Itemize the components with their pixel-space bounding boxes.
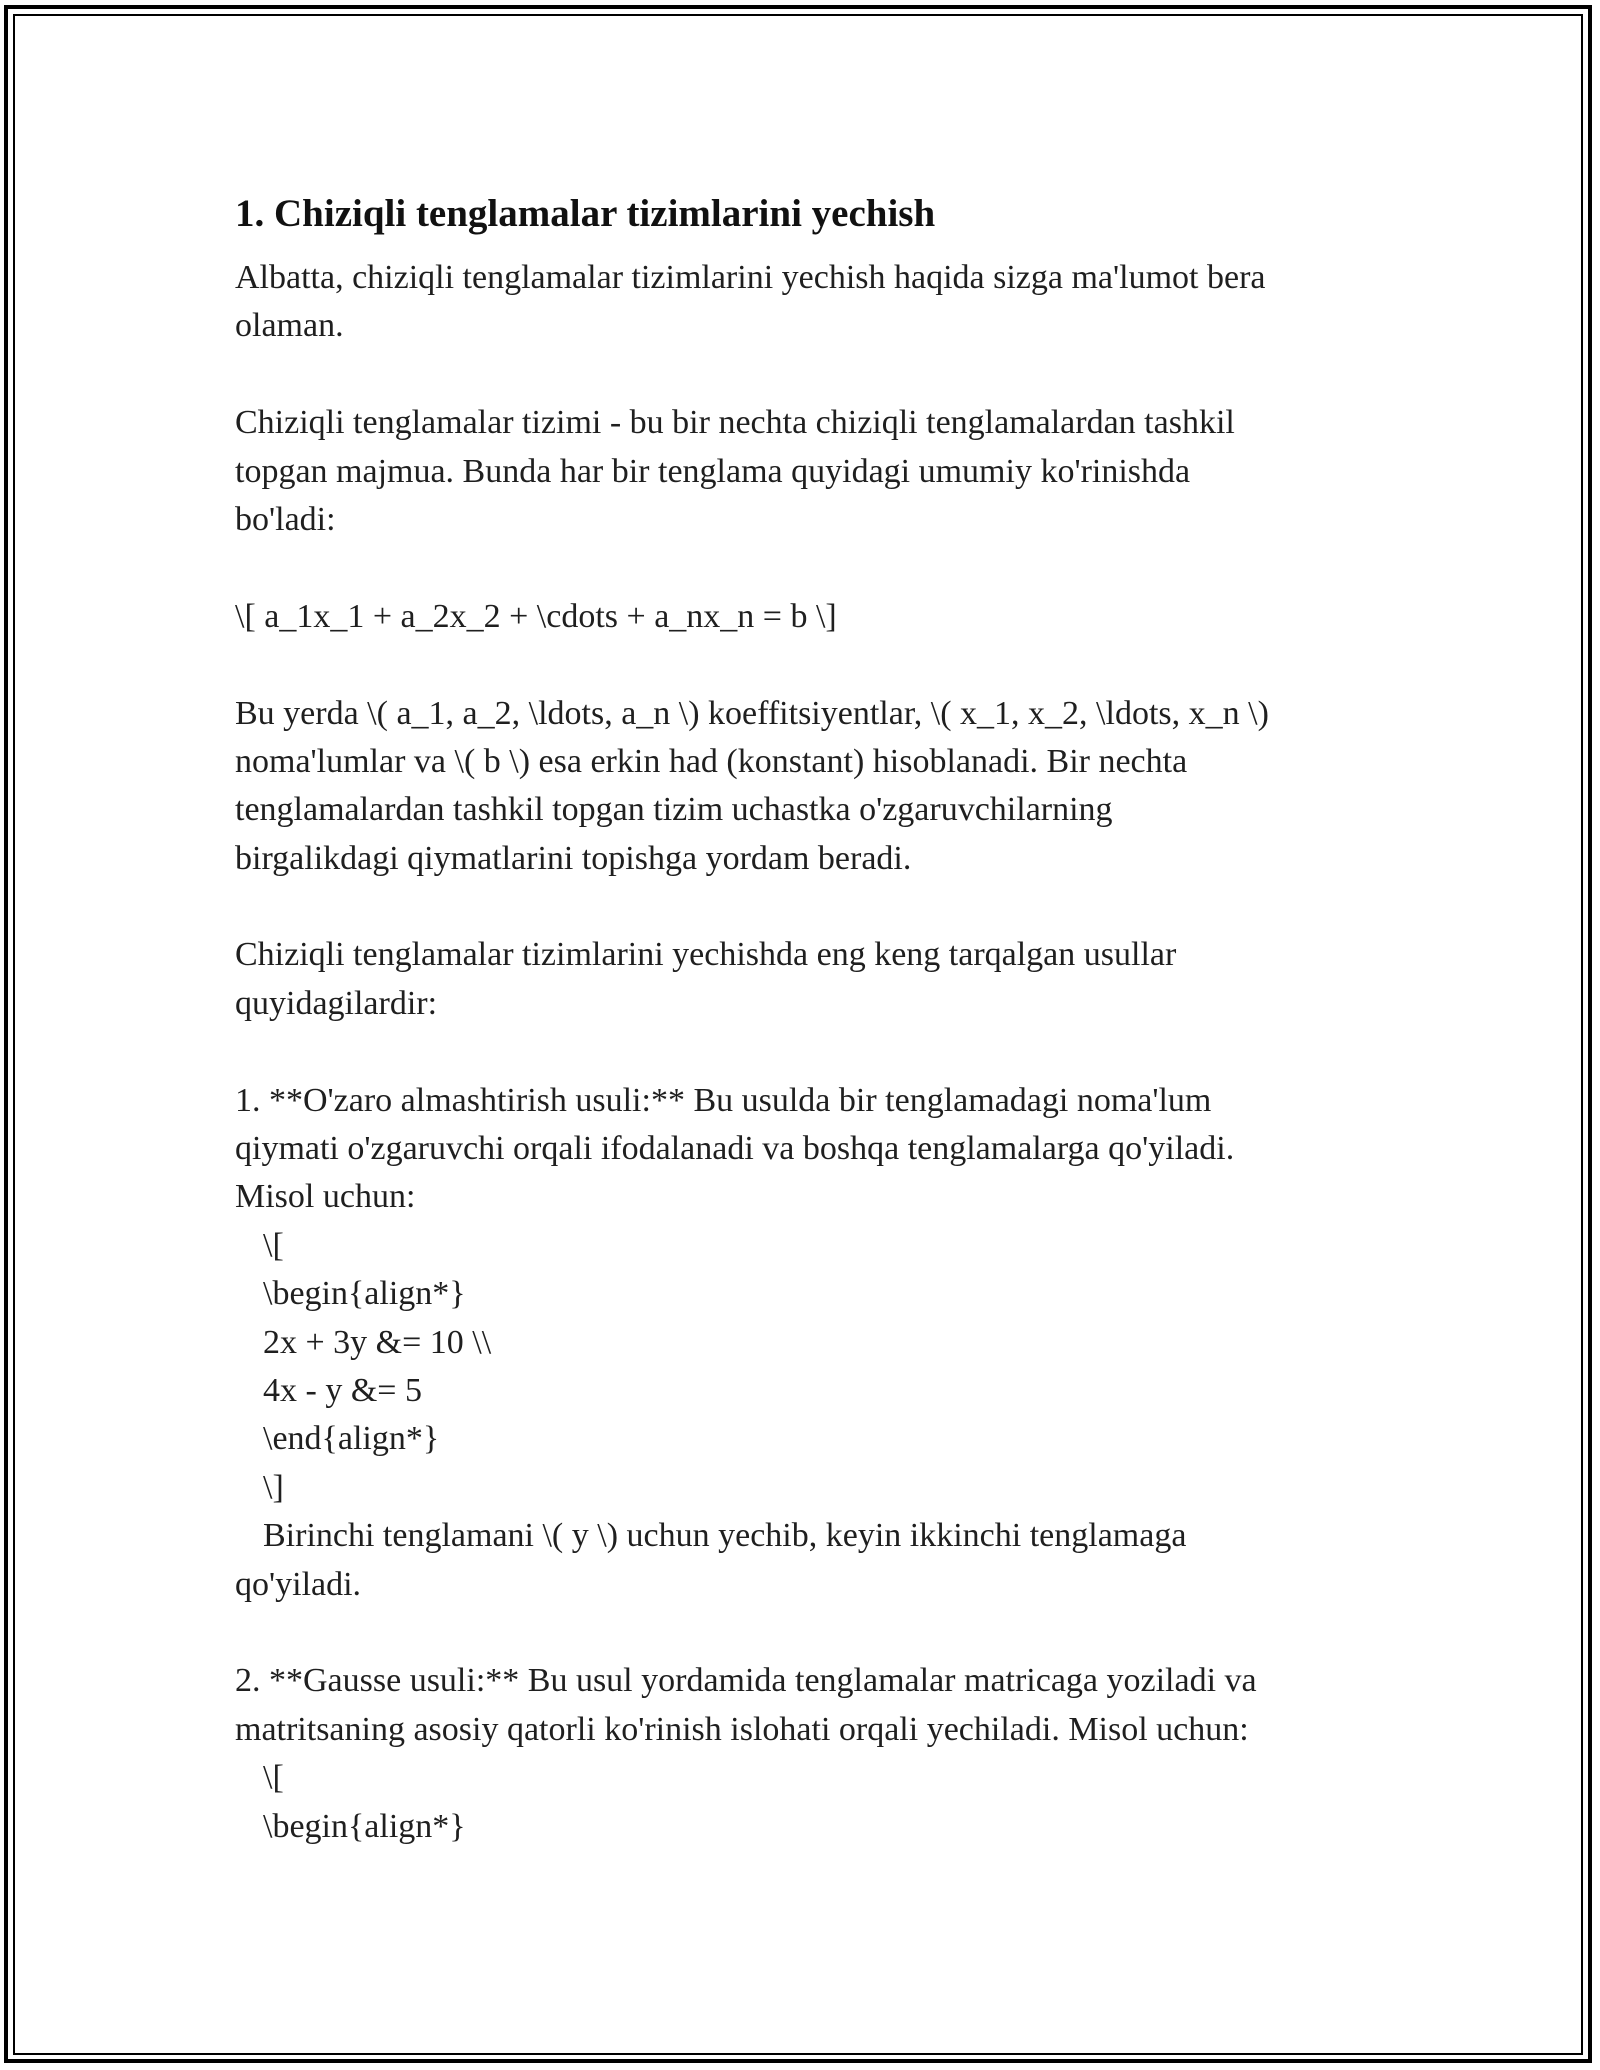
text-line: Bu yerda \( a_1, a_2, \ldots, a_n \) koeffitsiyentlar, \( x_1, x_2, \ldots, x_n \) <box>235 694 1269 732</box>
text-line: 2x + 3y &= 10 \\ <box>263 1323 492 1361</box>
text-lines <box>235 254 1365 1851</box>
text-line: tenglamalardan tashkil topgan tizim uchastka o'zgaruvchilarning <box>235 791 1113 829</box>
document-body <box>235 186 1365 1851</box>
text-line: Birinchi tenglamani \( y \) uchun yechib, keyin ikkinchi tenglamaga <box>263 1517 1187 1555</box>
text-line: 2. **Gausse usuli:** Bu usul yordamida tenglamalar matricaga yoziladi va <box>235 1662 1257 1700</box>
text-line: \begin{align*} <box>263 1275 466 1313</box>
text-line: \end{align*} <box>263 1420 440 1458</box>
text-line: quyidagilardir: <box>235 984 438 1022</box>
text-line: qo'yiladi. <box>235 1565 362 1603</box>
text-line: 1. **O'zaro almashtirish usuli:** Bu usulda bir tenglamadagi noma'lum <box>235 1081 1212 1119</box>
text-line: birgalikdagi qiymatlarini topishga yordam beradi. <box>235 839 912 877</box>
text-line: qiymati o'zgaruvchi orqali ifodalanadi va boshqa tenglamalarga qo'yiladi. <box>235 1130 1235 1168</box>
text-line: matritsaning asosiy qatorli ko'rinish islohati orqali yechiladi. Misol uchun: <box>235 1710 1249 1748</box>
text-line: Chiziqli tenglamalar tizimi - bu bir nechta chiziqli tenglamalardan tashkil <box>235 404 1235 442</box>
text-line: topgan majmua. Bunda har bir tenglama quyidagi umumiy ko'rinishda <box>235 452 1191 490</box>
text-line: \] <box>263 1468 284 1506</box>
text-line: Chiziqli tenglamalar tizimlarini yechishda eng keng tarqalgan usullar <box>235 936 1177 974</box>
text-line: \[ <box>263 1226 284 1264</box>
text-line: 4x - y &= 5 <box>263 1371 422 1409</box>
text-line: Albatta, chiziqli tenglamalar tizimlarini yechish haqida sizga ma'lumot bera <box>235 259 1266 296</box>
text-line: \begin{align*} <box>263 1807 466 1845</box>
blank-line <box>235 883 1365 931</box>
text-line: bo'ladi: <box>235 500 336 538</box>
section-heading: 1. Chiziqli tenglamalar tizimlarini yechish <box>235 192 936 235</box>
text-line: \[ a_1x_1 + a_2x_2 + \cdots + a_nx_n = b \] <box>235 597 837 635</box>
blank-line <box>235 1028 1365 1076</box>
blank-line <box>235 544 1365 592</box>
text-line: Misol uchun: <box>235 1178 416 1216</box>
blank-line <box>235 1609 1365 1657</box>
text-line: olaman. <box>235 307 344 345</box>
text-line: \[ <box>263 1759 284 1797</box>
blank-line <box>235 351 1365 399</box>
blank-line <box>235 641 1365 689</box>
text-line: noma'lumlar va \( b \) esa erkin had (konstant) hisoblanadi. Bir nechta <box>235 742 1188 780</box>
